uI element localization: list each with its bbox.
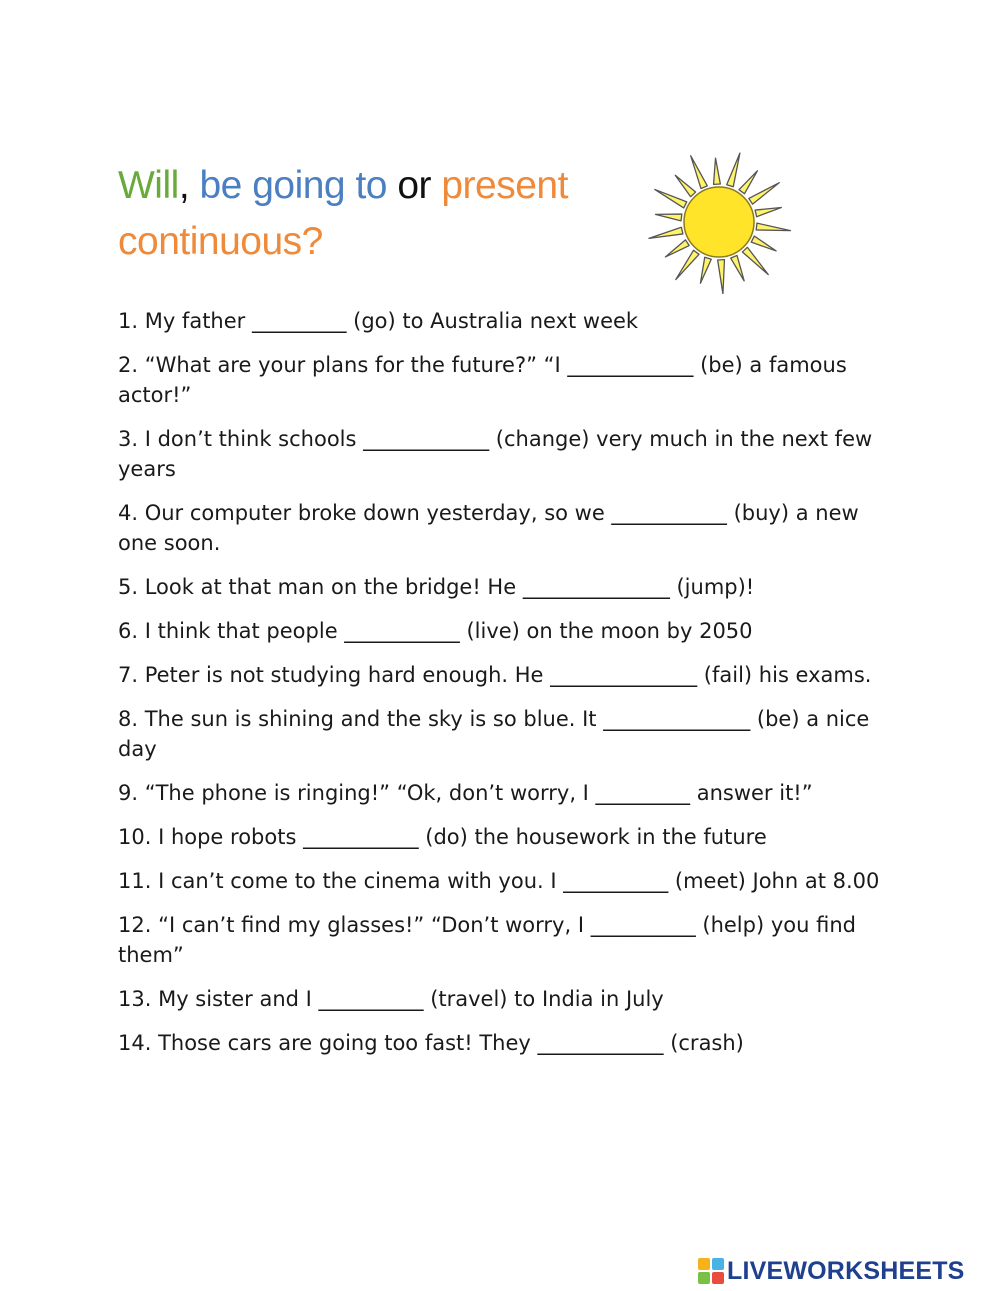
sun-ray	[655, 214, 681, 221]
sun-ray	[655, 189, 687, 207]
question-9: 9. “The phone is ringing!” “Ok, don’t worry, I _________ answer it!”	[118, 781, 813, 805]
sun-ray	[727, 153, 740, 187]
sun-ray	[731, 255, 744, 280]
sun-ray	[718, 260, 725, 294]
sun-ray	[649, 227, 683, 238]
title-present-continuous: present continuous?	[118, 164, 568, 263]
liveworksheets-logo-icon	[698, 1258, 724, 1284]
sun-ray	[739, 171, 757, 194]
liveworksheets-logo-text: LIVEWORKSHEETS	[727, 1256, 965, 1285]
sun-ray	[714, 158, 721, 184]
sun-ray	[691, 156, 708, 189]
question-3: 3. I don’t think schools ____________ (change) very much in the next few years	[118, 427, 873, 481]
question-11: 11. I can’t come to the cinema with you. I __________ (meet) John at 8.00	[118, 869, 880, 893]
sun-ray	[676, 250, 699, 279]
question-4: 4. Our computer broke down yesterday, so we ___________ (buy) a new one soon.	[118, 501, 859, 555]
sun-ray	[675, 175, 695, 196]
sun-ray	[742, 247, 768, 274]
question-8: 8. The sun is shining and the sky is so blue. It ______________ (be) a nice day	[118, 707, 870, 761]
question-5: 5. Look at that man on the bridge! He ______________ (jump)!	[118, 575, 755, 599]
liveworksheets-footer[interactable]	[698, 1255, 965, 1287]
question-2: 2. “What are your plans for the future?” “I ____________ (be) a famous actor!”	[118, 353, 847, 407]
question-12: 12. “I can’t find my glasses!” “Don’t worry, I __________ (help) you find them”	[118, 913, 856, 967]
question-1: 1. My father _________ (go) to Australia next week	[118, 309, 639, 333]
question-6: 6. I think that people ___________ (live) on the moon by 2050	[118, 619, 753, 643]
question-7: 7. Peter is not studying hard enough. He ______________ (fail) his exams.	[118, 663, 872, 687]
title-will: Will	[118, 164, 179, 207]
sun-ray	[755, 207, 781, 216]
title-sep1: ,	[178, 164, 200, 207]
sun-ray	[749, 183, 779, 205]
sun-ray	[665, 240, 689, 257]
title-be-going-to: be going to	[199, 164, 387, 207]
sun-ray	[700, 257, 711, 283]
title-or: or	[387, 164, 442, 207]
question-list	[118, 306, 888, 1072]
question-10: 10. I hope robots ___________ (do) the housework in the future	[118, 825, 767, 849]
sun-icon	[640, 152, 796, 294]
sun-ray	[751, 236, 776, 251]
question-13: 13. My sister and I __________ (travel) to India in July	[118, 987, 664, 1011]
question-14: 14. Those cars are going too fast! They ____________ (crash)	[118, 1031, 744, 1055]
worksheet-title	[118, 158, 658, 270]
sun-ray	[756, 223, 790, 230]
